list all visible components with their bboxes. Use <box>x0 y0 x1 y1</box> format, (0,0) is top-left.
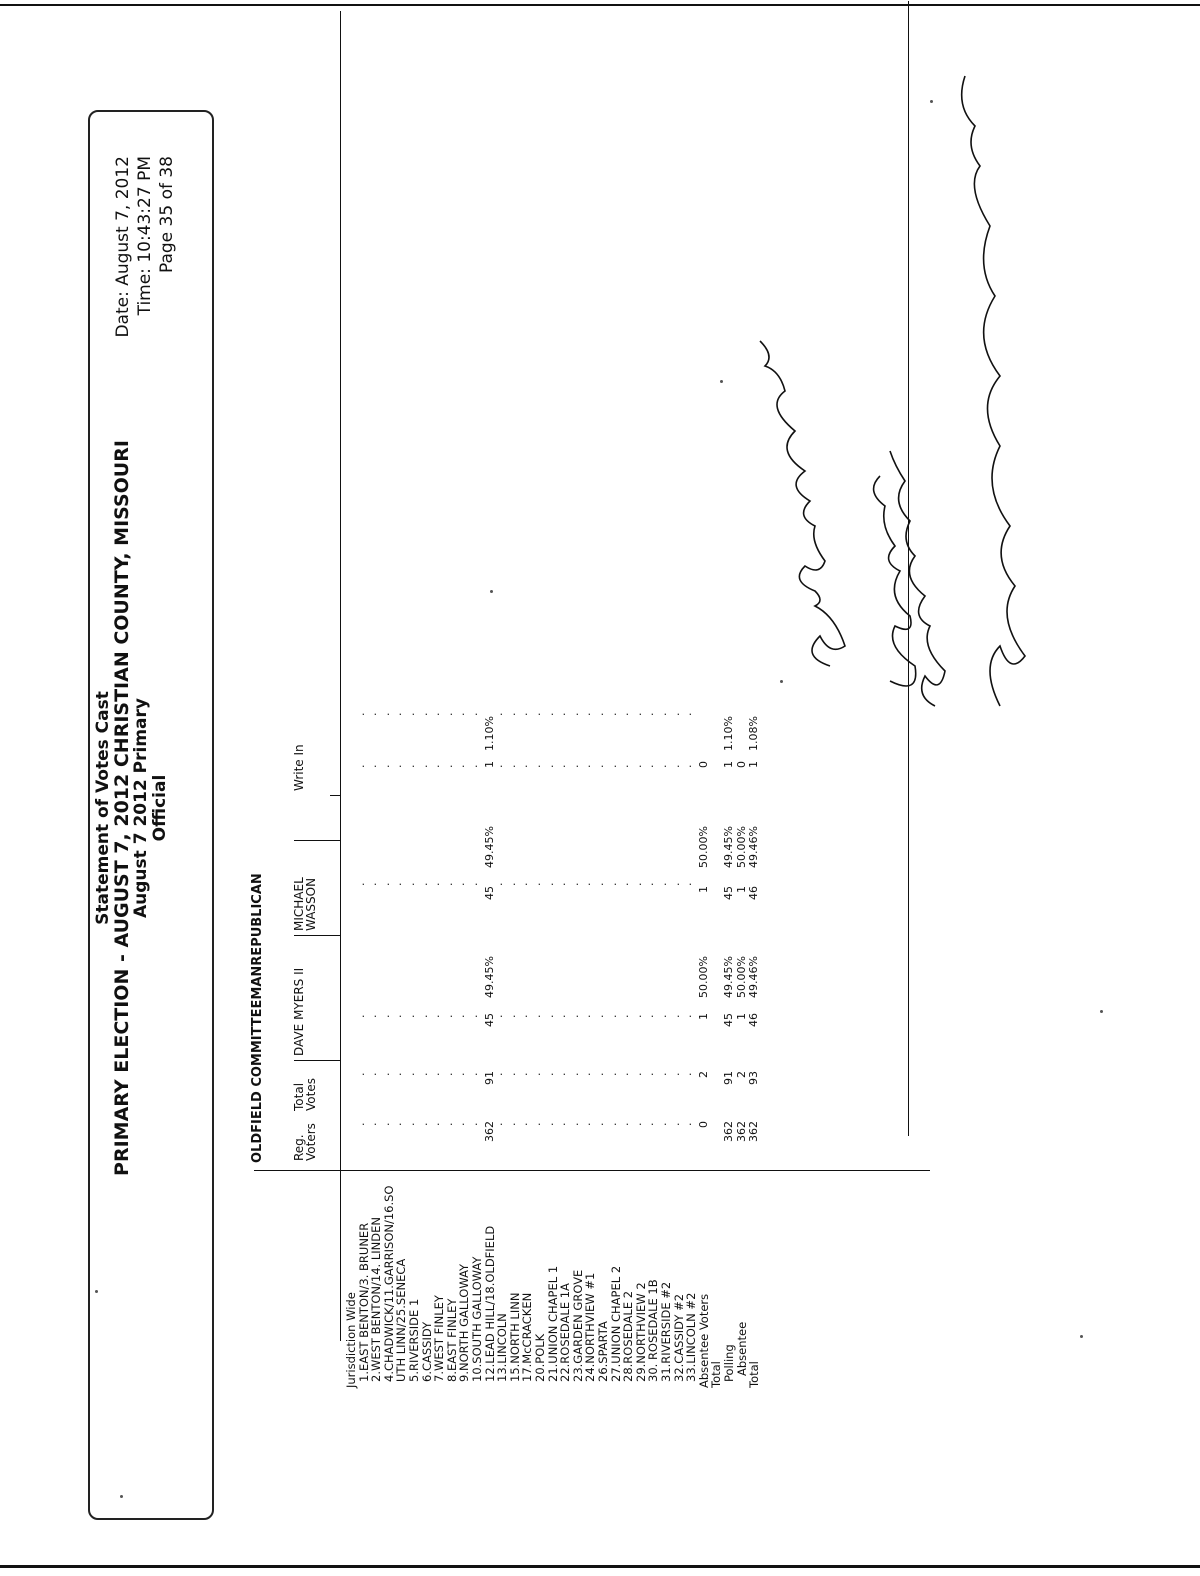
report-time: Time: 10:43:27 PM <box>135 156 155 316</box>
empty-cell-dot: · <box>608 1122 622 1126</box>
row-label: 17.McCRACKEN <box>520 1292 535 1382</box>
row-label: Absentee <box>734 1321 749 1376</box>
cell-candidate1-percent: 50.00% <box>734 956 748 998</box>
empty-cell-dot: · <box>457 1122 471 1126</box>
cell-write-in-votes: 1 <box>722 761 735 768</box>
empty-cell-dot: · <box>495 1072 509 1076</box>
cell-candidate1-percent: 49.45% <box>482 956 496 998</box>
empty-cell-dot: · <box>356 764 370 768</box>
empty-cell-dot: · <box>419 1014 433 1018</box>
empty-cell-dot: · <box>495 1122 509 1126</box>
empty-cell-dot: · <box>659 1014 672 1018</box>
row-label: 20.POLK <box>533 1333 547 1382</box>
empty-cell-dot: · <box>419 882 433 886</box>
cell-total-votes: 2 <box>734 1071 748 1078</box>
scan-speck <box>720 380 723 383</box>
empty-cell-dot: · <box>381 764 395 768</box>
scan-speck <box>120 1495 123 1498</box>
empty-cell-dot: · <box>407 1122 420 1126</box>
empty-cell-dot: · <box>369 1072 383 1076</box>
empty-cell-dot: · <box>646 1122 660 1126</box>
empty-cell-dot: · <box>608 882 622 886</box>
race-title: OLDFIELD COMMITTEEMANREPUBLICAN <box>250 873 265 1163</box>
cell-reg-voters: 362 <box>734 1121 748 1142</box>
report-page-number: Page 35 of 38 <box>157 156 177 274</box>
empty-cell-dot: · <box>633 712 647 716</box>
empty-cell-dot: · <box>381 1122 395 1126</box>
empty-cell-dot: · <box>356 882 370 886</box>
empty-cell-dot: · <box>583 1014 597 1018</box>
empty-cell-dot: · <box>444 764 458 768</box>
scan-speck <box>95 1290 98 1293</box>
empty-cell-dot: · <box>507 1014 521 1018</box>
empty-cell-dot: · <box>633 1014 647 1018</box>
cell-candidate1-percent: 50.00% <box>696 956 710 998</box>
empty-cell-dot: · <box>659 882 672 886</box>
cell-candidate1-votes: 46 <box>747 1013 761 1027</box>
empty-cell-dot: · <box>646 712 660 716</box>
empty-cell-dot: · <box>444 1072 458 1076</box>
cell-candidate2-percent: 49.45% <box>482 826 496 868</box>
empty-cell-dot: · <box>583 1072 597 1076</box>
empty-cell-dot: · <box>596 1122 609 1126</box>
row-label: 29.NORTHVIEW 2 <box>633 1282 648 1382</box>
empty-cell-dot: · <box>608 1014 622 1018</box>
cell-reg-voters: 0 <box>696 1121 710 1128</box>
empty-cell-dot: · <box>621 882 635 886</box>
cell-write-in-percent: 1.10% <box>482 716 496 751</box>
empty-cell-dot: · <box>369 882 383 886</box>
cell-total-votes: 93 <box>747 1071 761 1085</box>
cell-write-in-votes: 0 <box>696 761 710 768</box>
empty-cell-dot: · <box>684 712 698 716</box>
empty-cell-dot: · <box>558 1122 572 1126</box>
empty-cell-dot: · <box>545 1122 559 1126</box>
empty-cell-dot: · <box>533 764 546 768</box>
cell-candidate2-percent: 50.00% <box>696 826 710 868</box>
empty-cell-dot: · <box>570 1122 584 1126</box>
scan-speck <box>1080 1335 1083 1338</box>
empty-cell-dot: · <box>419 764 433 768</box>
election-subtitle: August 7 2012 Primary <box>131 698 151 918</box>
signature-4 <box>962 76 1025 706</box>
empty-cell-dot: · <box>457 712 471 716</box>
empty-cell-dot: · <box>671 1072 685 1076</box>
empty-cell-dot: · <box>545 1014 559 1018</box>
empty-cell-dot: · <box>659 1122 672 1126</box>
cell-write-in-percent: 1.08% <box>747 716 761 751</box>
empty-cell-dot: · <box>684 1122 698 1126</box>
empty-cell-dot: · <box>470 1014 483 1018</box>
empty-cell-dot: · <box>470 1072 483 1076</box>
empty-cell-dot: · <box>432 1122 446 1126</box>
empty-cell-dot: · <box>407 1014 420 1018</box>
cell-candidate2-votes: 1 <box>734 886 748 893</box>
empty-cell-dot: · <box>520 1122 534 1126</box>
row-label: 10.SOUTH GALLOWAY <box>470 1256 484 1382</box>
empty-cell-dot: · <box>646 764 660 768</box>
empty-cell-dot: · <box>369 712 383 716</box>
row-label: 24.NORTHVIEW #1 <box>583 1272 598 1382</box>
empty-cell-dot: · <box>596 1072 609 1076</box>
cell-total-votes: 2 <box>696 1071 710 1078</box>
cell-candidate2-percent: 49.46% <box>747 826 761 868</box>
row-label: 4.CHADWICK/11.GARRISON/16.SO <box>381 1185 396 1382</box>
row-label: 5.RIVERSIDE 1 <box>407 1298 421 1382</box>
empty-cell-dot: · <box>369 1014 383 1018</box>
row-label: Total <box>709 1361 724 1388</box>
row-label: 33.LINCOLN #2 <box>684 1292 699 1382</box>
cell-candidate2-votes: 45 <box>482 886 496 900</box>
cell-candidate2-percent: 49.45% <box>722 826 735 868</box>
row-label: 27.UNION CHAPEL 2 <box>608 1265 623 1382</box>
empty-cell-dot: · <box>583 882 597 886</box>
scan-speck <box>780 680 783 683</box>
cell-candidate1-percent: 49.46% <box>747 956 761 998</box>
empty-cell-dot: · <box>671 1014 685 1018</box>
empty-cell-dot: · <box>659 1072 672 1076</box>
row-label: 28.ROSEDALE 2 <box>621 1290 636 1382</box>
cell-write-in-percent: 1.10% <box>722 716 735 751</box>
empty-cell-dot: · <box>507 764 521 768</box>
empty-cell-dot: · <box>621 1072 635 1076</box>
row-label: 15.NORTH LINN <box>507 1292 522 1382</box>
signature-1 <box>760 341 845 666</box>
cell-candidate1-votes: 45 <box>482 1013 496 1027</box>
empty-cell-dot: · <box>394 1122 408 1126</box>
empty-cell-dot: · <box>608 764 622 768</box>
empty-cell-dot: · <box>684 1072 698 1076</box>
empty-cell-dot: · <box>432 1014 446 1018</box>
report-title: Statement of Votes Cast <box>93 691 113 925</box>
empty-cell-dot: · <box>570 1072 584 1076</box>
empty-cell-dot: · <box>470 1122 483 1126</box>
empty-cell-dot: · <box>495 712 509 716</box>
empty-cell-dot: · <box>470 764 483 768</box>
empty-cell-dot: · <box>583 712 597 716</box>
cell-candidate2-votes: 45 <box>722 886 735 900</box>
row-label: 31.RIVERSIDE #2 <box>659 1281 673 1382</box>
empty-cell-dot: · <box>520 1014 534 1018</box>
row-label: 21.UNION CHAPEL 1 <box>545 1265 560 1382</box>
empty-cell-dot: · <box>381 1072 395 1076</box>
cell-total-votes: 91 <box>722 1071 735 1085</box>
empty-cell-dot: · <box>507 1072 521 1076</box>
empty-cell-dot: · <box>419 712 433 716</box>
empty-cell-dot: · <box>684 764 698 768</box>
cell-candidate2-percent: 50.00% <box>734 826 748 868</box>
empty-cell-dot: · <box>646 1014 660 1018</box>
row-label: Total <box>747 1361 762 1388</box>
empty-cell-dot: · <box>394 1014 408 1018</box>
official-label: Official <box>150 774 170 842</box>
empty-cell-dot: · <box>533 1014 546 1018</box>
cell-candidate2-votes: 1 <box>696 886 710 893</box>
empty-cell-dot: · <box>608 712 622 716</box>
empty-cell-dot: · <box>558 882 572 886</box>
report-date: Date: August 7, 2012 <box>113 156 133 338</box>
empty-cell-dot: · <box>507 1122 521 1126</box>
empty-cell-dot: · <box>381 712 395 716</box>
empty-cell-dot: · <box>356 1122 370 1126</box>
empty-cell-dot: · <box>457 764 471 768</box>
empty-cell-dot: · <box>495 882 509 886</box>
empty-cell-dot: · <box>432 882 446 886</box>
cell-reg-voters: 362 <box>722 1121 735 1142</box>
cell-candidate2-votes: 46 <box>747 886 761 900</box>
empty-cell-dot: · <box>596 1014 609 1018</box>
empty-cell-dot: · <box>470 712 483 716</box>
row-label: 7.WEST FINLEY <box>432 1295 447 1382</box>
row-label: Jurisdiction Wide <box>344 1292 358 1388</box>
empty-cell-dot: · <box>659 712 672 716</box>
empty-cell-dot: · <box>684 1014 698 1018</box>
row-label: 6.CASSIDY <box>419 1321 434 1382</box>
empty-cell-dot: · <box>633 1122 647 1126</box>
empty-cell-dot: · <box>432 764 446 768</box>
empty-cell-dot: · <box>633 1072 647 1076</box>
empty-cell-dot: · <box>457 1072 471 1076</box>
empty-cell-dot: · <box>621 712 635 716</box>
empty-cell-dot: · <box>470 882 483 886</box>
empty-cell-dot: · <box>545 764 559 768</box>
empty-cell-dot: · <box>545 882 559 886</box>
empty-cell-dot: · <box>533 882 546 886</box>
empty-cell-dot: · <box>444 882 458 886</box>
empty-cell-dot: · <box>671 1122 685 1126</box>
empty-cell-dot: · <box>646 1072 660 1076</box>
empty-cell-dot: · <box>558 764 572 768</box>
empty-cell-dot: · <box>495 1014 509 1018</box>
row-label: 23.GARDEN GROVE <box>570 1269 585 1382</box>
cell-candidate1-percent: 49.45% <box>722 956 735 998</box>
row-label: 26.SPARTA <box>596 1321 610 1382</box>
empty-cell-dot: · <box>381 882 395 886</box>
empty-cell-dot: · <box>444 712 458 716</box>
empty-cell-dot: · <box>621 1014 635 1018</box>
empty-cell-dot: · <box>570 764 584 768</box>
row-label: Polling <box>722 1344 736 1382</box>
signature-3 <box>890 451 945 706</box>
election-title: PRIMARY ELECTION - AUGUST 7, 2012 CHRISTIAN COUNTY, MISSOURI <box>111 440 133 1176</box>
scan-speck <box>490 590 493 593</box>
cell-candidate1-votes: 45 <box>722 1013 735 1027</box>
empty-cell-dot: · <box>394 712 408 716</box>
empty-cell-dot: · <box>570 882 584 886</box>
empty-cell-dot: · <box>495 764 509 768</box>
col-reg-voters: Reg. Voters <box>292 1123 318 1161</box>
empty-cell-dot: · <box>570 712 584 716</box>
cell-total-votes: 91 <box>482 1071 496 1085</box>
col-write-in: Write In <box>292 744 306 791</box>
row-label: 1.EAST BENTON/3. BRUNER <box>356 1222 371 1382</box>
cell-reg-voters: 362 <box>747 1121 761 1142</box>
cell-reg-voters: 362 <box>482 1121 496 1142</box>
row-label: 13.LINCOLN <box>495 1313 510 1382</box>
empty-cell-dot: · <box>621 764 635 768</box>
row-label: 12.LEAD HILL/18.OLDFIELD <box>482 1225 497 1382</box>
empty-cell-dot: · <box>558 712 572 716</box>
empty-cell-dot: · <box>407 1072 420 1076</box>
cell-write-in-votes: 0 <box>734 761 748 768</box>
cell-write-in-votes: 1 <box>747 761 761 768</box>
empty-cell-dot: · <box>633 764 647 768</box>
row-label: Absentee Voters <box>696 1293 711 1388</box>
empty-cell-dot: · <box>457 1014 471 1018</box>
empty-cell-dot: · <box>545 1072 559 1076</box>
row-label: 32.CASSIDY #2 <box>671 1293 686 1382</box>
col-total-votes: Total Votes <box>292 1078 318 1111</box>
empty-cell-dot: · <box>432 712 446 716</box>
empty-cell-dot: · <box>671 712 685 716</box>
empty-cell-dot: · <box>356 1072 370 1076</box>
signature-2 <box>874 476 916 686</box>
empty-cell-dot: · <box>419 1072 433 1076</box>
empty-cell-dot: · <box>633 882 647 886</box>
empty-cell-dot: · <box>671 882 685 886</box>
empty-cell-dot: · <box>381 1014 395 1018</box>
empty-cell-dot: · <box>419 1122 433 1126</box>
empty-cell-dot: · <box>596 882 609 886</box>
empty-cell-dot: · <box>520 764 534 768</box>
empty-cell-dot: · <box>369 764 383 768</box>
empty-cell-dot: · <box>507 712 521 716</box>
empty-cell-dot: · <box>621 1122 635 1126</box>
empty-cell-dot: · <box>533 1122 546 1126</box>
empty-cell-dot: · <box>394 1072 408 1076</box>
empty-cell-dot: · <box>444 1014 458 1018</box>
empty-cell-dot: · <box>533 712 546 716</box>
empty-cell-dot: · <box>558 1072 572 1076</box>
empty-cell-dot: · <box>369 1122 383 1126</box>
empty-cell-dot: · <box>684 882 698 886</box>
empty-cell-dot: · <box>407 764 420 768</box>
empty-cell-dot: · <box>507 882 521 886</box>
empty-cell-dot: · <box>520 1072 534 1076</box>
empty-cell-dot: · <box>394 882 408 886</box>
scan-speck <box>1100 1010 1103 1013</box>
empty-cell-dot: · <box>583 1122 597 1126</box>
empty-cell-dot: · <box>444 1122 458 1126</box>
row-label: UTH LINN/25.SENECA <box>394 1258 409 1382</box>
row-label: 8.EAST FINLEY <box>444 1298 459 1382</box>
empty-cell-dot: · <box>671 764 685 768</box>
empty-cell-dot: · <box>394 764 408 768</box>
empty-cell-dot: · <box>558 1014 572 1018</box>
cell-candidate1-votes: 1 <box>734 1013 748 1020</box>
empty-cell-dot: · <box>356 1014 370 1018</box>
empty-cell-dot: · <box>457 882 471 886</box>
empty-cell-dot: · <box>608 1072 622 1076</box>
empty-cell-dot: · <box>659 764 672 768</box>
row-label: 9.NORTH GALLOWAY <box>457 1263 472 1382</box>
empty-cell-dot: · <box>583 764 597 768</box>
empty-cell-dot: · <box>520 882 534 886</box>
cell-write-in-votes: 1 <box>482 761 496 768</box>
empty-cell-dot: · <box>356 712 370 716</box>
empty-cell-dot: · <box>407 712 420 716</box>
empty-cell-dot: · <box>596 712 609 716</box>
empty-cell-dot: · <box>407 882 420 886</box>
cell-candidate1-votes: 1 <box>696 1013 710 1020</box>
row-label: 30. ROSEDALE 1B <box>646 1279 661 1382</box>
scan-speck <box>930 100 933 103</box>
empty-cell-dot: · <box>596 764 609 768</box>
empty-cell-dot: · <box>432 1072 446 1076</box>
col-candidate-dave-myers: DAVE MYERS II <box>292 967 306 1056</box>
empty-cell-dot: · <box>533 1072 546 1076</box>
empty-cell-dot: · <box>570 1014 584 1018</box>
empty-cell-dot: · <box>545 712 559 716</box>
empty-cell-dot: · <box>520 712 534 716</box>
row-label: 2.WEST BENTON/14. LINDEN <box>369 1217 384 1382</box>
empty-cell-dot: · <box>646 882 660 886</box>
col-candidate-michael-wasson: MICHAEL WASSON <box>292 877 318 931</box>
row-label: 22.ROSEDALE 1A <box>558 1283 573 1382</box>
